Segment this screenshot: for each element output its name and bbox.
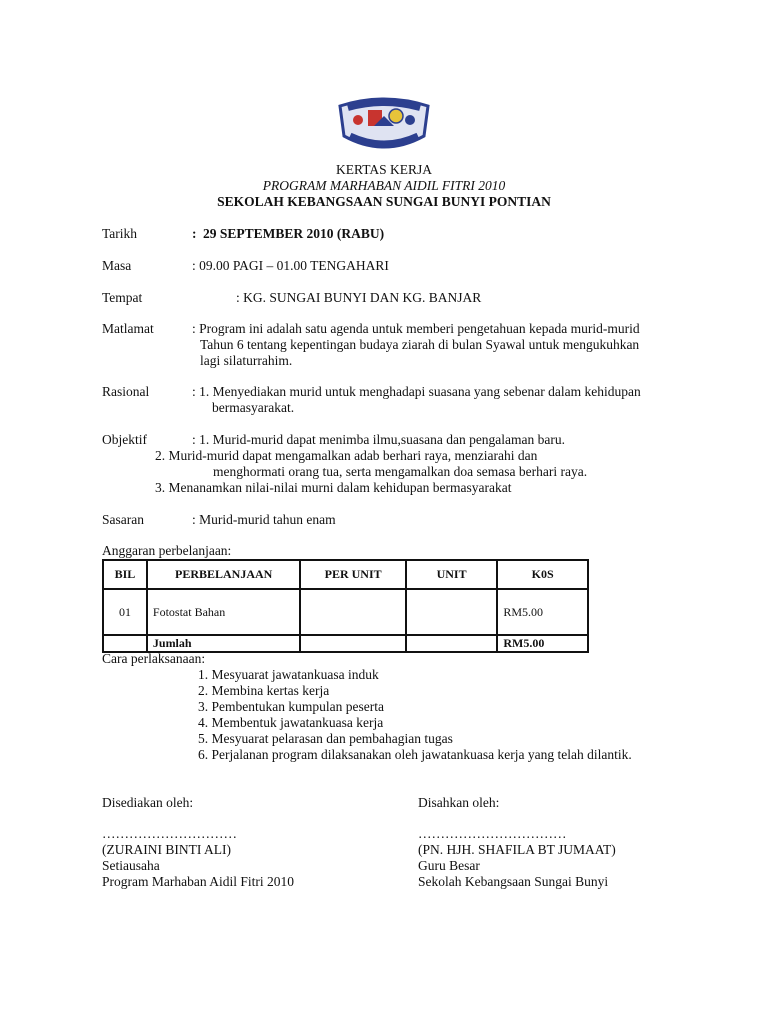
cara-step: 6. Perjalanan program dilaksanakan oleh jawatankuasa kerja yang telah dilantik. (198, 747, 632, 762)
cell-unit (406, 589, 498, 635)
rasional-label: Rasional (102, 384, 150, 399)
budget-header-row (103, 560, 588, 589)
cara-label: Cara perlaksanaan: (102, 651, 206, 666)
cara-step: 5. Mesyuarat pelarasan dan pembahagian tugas (198, 731, 453, 746)
cell-kos: RM5.00 (497, 589, 588, 635)
cara-step: 3. Pembentukan kumpulan peserta (198, 699, 384, 714)
sasaran-value: : Murid-murid tahun enam (192, 512, 336, 527)
cell-bil: 01 (103, 589, 147, 635)
objektif-line: 2. Murid-murid dapat mengamalkan adab berhari raya, menziarahi dan (155, 448, 538, 463)
objektif-line: menghormati orang tua, serta mengamalkan doa semasa berhari raya. (213, 464, 588, 479)
sasaran-label: Sasaran (102, 512, 144, 527)
disediakan-role: Setiausaha (102, 858, 160, 873)
disediakan-dots: ………………………… (102, 826, 237, 841)
school-logo (334, 96, 434, 156)
matlamat-line: : Program ini adalah satu agenda untuk memberi pengetahuan kepada murid-murid (192, 321, 640, 336)
col-header-per-unit: PER UNIT (300, 560, 405, 589)
tarikh-label: Tarikh (102, 226, 138, 241)
disahkan-role: Guru Besar (418, 858, 480, 873)
cara-step: 4. Membentuk jawatankuasa kerja (198, 715, 384, 730)
cara-step: 2. Membina kertas kerja (198, 683, 330, 698)
matlamat-line: Tahun 6 tentang kepentingan budaya ziarah di bulan Syawal untuk mengukuhkan (200, 337, 640, 352)
disahkan-label: Disahkan oleh: (418, 795, 500, 810)
tarikh-value: 29 SEPTEMBER 2010 (RABU) (203, 226, 385, 241)
program-title: PROGRAM MARHABAN AIDIL FITRI 2010 (262, 178, 506, 193)
tempat-label: Tempat (102, 290, 143, 305)
cell-total-per-unit (300, 635, 405, 652)
col-header-perbelanjaan: PERBELANJAAN (147, 560, 301, 589)
matlamat-label: Matlamat (102, 321, 154, 336)
disediakan-name: (ZURAINI BINTI ALI) (102, 842, 231, 857)
masa-value: : 09.00 PAGI – 01.00 TENGAHARI (192, 258, 389, 273)
cell-total-unit (406, 635, 498, 652)
budget-table (102, 559, 589, 653)
objektif-label: Objektif (102, 432, 147, 447)
disahkan-name: (PN. HJH. SHAFILA BT JUMAAT) (418, 842, 616, 857)
disediakan-org: Program Marhaban Aidil Fitri 2010 (102, 874, 294, 889)
disahkan-dots: …………………………… (418, 826, 567, 841)
masa-label: Masa (102, 258, 132, 273)
tempat-value: : KG. SUNGAI BUNYI DAN KG. BANJAR (236, 290, 482, 305)
matlamat-line: lagi silaturrahim. (200, 353, 293, 368)
col-header-unit: UNIT (406, 560, 498, 589)
cell-total-kos: RM5.00 (497, 635, 588, 652)
cell-total-bil (103, 635, 147, 652)
cara-step: 1. Mesyuarat jawatankuasa induk (198, 667, 379, 682)
col-header-bil: BIL (103, 560, 147, 589)
objektif-line: 3. Menanamkan nilai-nilai murni dalam kehidupan bermasyarakat (155, 480, 512, 495)
rasional-line: : 1. Menyediakan murid untuk menghadapi suasana yang sebenar dalam kehidupan (192, 384, 641, 399)
tarikh-sep: : (192, 226, 197, 241)
cell-total-label: Jumlah (147, 635, 301, 652)
budget-caption: Anggaran perbelanjaan: (102, 543, 232, 558)
doc-type: KERTAS KERJA (336, 162, 432, 177)
objektif-line: : 1. Murid-murid dapat menimba ilmu,suasana dan pengalaman baru. (192, 432, 566, 447)
col-header-kos: K0S (497, 560, 588, 589)
cell-per-unit (300, 589, 405, 635)
cell-item: Fotostat Bahan (147, 589, 301, 635)
disahkan-org: Sekolah Kebangsaan Sungai Bunyi (418, 874, 609, 889)
disediakan-label: Disediakan oleh: (102, 795, 194, 810)
rasional-line: bermasyarakat. (212, 400, 295, 415)
school-title: SEKOLAH KEBANGSAAN SUNGAI BUNYI PONTIAN (217, 194, 551, 209)
table-row (103, 589, 588, 635)
total-row (103, 635, 588, 652)
